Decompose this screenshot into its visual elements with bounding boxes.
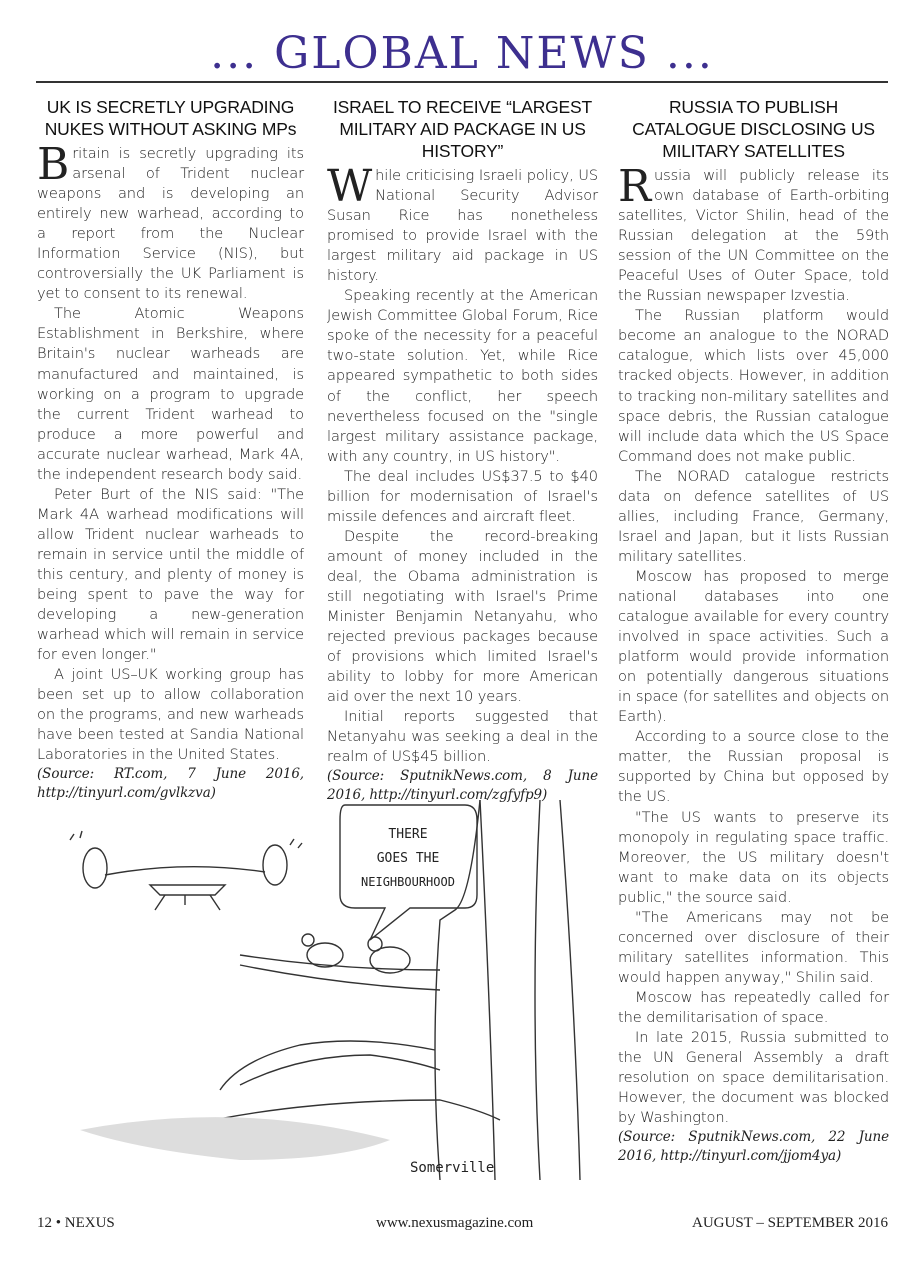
article-paragraph: While criticising Israeli policy, US National Security Advisor Susan Rice has nonetheless promised to provide Israel with the largest military aid package in US history. [327, 161, 598, 285]
speech-bubble-line: NEIGHBOURHOOD [361, 875, 455, 889]
article-paragraph: The NORAD catalogue restricts data on defence satellites of US allies, including France, Germany, Israel and Japan, but it lists Russian military satellites. [618, 467, 889, 565]
masthead-rule [36, 81, 888, 83]
article-russia-satellites [618, 96, 889, 1166]
article-source: (Source: RT.com, 7 June 2016, http://tinyurl.com/gvlkzva) [37, 766, 304, 802]
drop-cap: R [618, 161, 652, 212]
article-paragraph: In late 2015, Russia submitted to the UN General Assembly a draft resolution on space demilitarisation. However, the document was blocked by Washington. [618, 1029, 889, 1127]
drone-rotor-icon [263, 845, 287, 885]
article-title: UK IS SECRETLY UPGRADING NUKES WITHOUT ASKING MPs [44, 97, 297, 139]
article-paragraph: Moscow has repeatedly called for the demilitarisation of space. [618, 988, 889, 1026]
article-source: (Source: SputnikNews.com, 22 June 2016, http://tinyurl.com/jjom4ya) [618, 1129, 889, 1165]
article-paragraph: Russia will publicly release its own database of Earth-orbiting satellites, Victor Shilin, head of the Russian delegation at the 59th session of the UN Committee on the Peaceful Uses of Outer Space, told the Russian newspaper Izvestia. [618, 161, 889, 305]
drop-cap: B [37, 139, 70, 190]
article-paragraph: According to a source close to the matter, the Russian proposal is supported by China but opposed by the US. [618, 728, 889, 806]
article-paragraph: Peter Burt of the NIS said: "The Mark 4A warhead modifications will allow Trident nuclear warheads to remain in service until the middle of this century, and plenty of money is being spent to pave the way for developing a new-generation warhead which will remain in service for even longer." [37, 485, 304, 664]
article-paragraph: "The US wants to preserve its monopoly in regulating space traffic. Moreover, the US military doesn't want to make data on its objects public," the source said. [618, 808, 889, 906]
article-paragraph: Britain is secretly upgrading its arsenal of Trident nuclear weapons and is developing an entirely new warhead, according to a report from the Nuclear Information Service (NIS), but controversially the UK Parliament is yet to consent to its renewal. [37, 139, 304, 303]
article-paragraph: The deal includes US$37.5 to $40 billion for modernisation of Israel's missile defences and aircraft fleet. [327, 467, 598, 525]
article-paragraph: "The Americans may not be concerned over disclosure of their military satellites information. This would happen anyway," Shilin said. [618, 908, 889, 986]
article-paragraph: The Russian platform would become an analogue to the NORAD catalogue, which lists over 45,000 tracked objects. However, in addition to tracking non-military satellites and space debris, the Russian catalogue will include data which the US Space Command does not make public. [618, 307, 889, 465]
cartoonist-signature: Somerville [410, 1160, 495, 1176]
drone-rotor-icon [83, 848, 107, 888]
article-israel-aid [327, 96, 598, 805]
section-masthead: ... GLOBAL NEWS ... [210, 28, 714, 79]
article-paragraph: Speaking recently at the American Jewish Committee Global Forum, Rice spoke of the necessity for a peaceful two-state solution. Yet, while Rice appeared sympathetic to both sides of the conflict, her speech nevertheless focused on the "single largest military assistance package, with any country, in US history". [327, 287, 598, 465]
drop-cap: W [327, 161, 373, 212]
footer-website-link[interactable]: www.nexusmagazine.com [376, 1215, 534, 1231]
article-paragraph: The Atomic Weapons Establishment in Berkshire, where Britain's nuclear warheads are manufactured and maintained, is working on a program to upgrade the current Trident warhead to produce a more powerful and accurate nuclear warhead, Mark 4A, the independent research body said. [37, 305, 304, 483]
article-paragraph: A joint US–UK working group has been set up to allow collaboration on the programs, and new warheads have been tested at Sandia National Laboratories in the United States. [37, 666, 304, 764]
speech-bubble-line: GOES THE [376, 851, 440, 866]
article-paragraph: Despite the record-breaking amount of money included in the deal, the Obama administration is still negotiating with Israel's Prime Minister Benjamin Netanyahu, who rejected previous packages because of provisions which limited Israel's ability to lobby for more American aid over the next 10 years. [327, 527, 598, 706]
article-paragraph: Initial reports suggested that Netanyahu was seeking a deal in the realm of US$45 billion. [327, 708, 598, 766]
article-paragraph: Moscow has proposed to merge national databases into one catalogue available for every country involved in space activities. Such a platform would provide information on potentially dangerous situations in space (for satellites and objects on Earth). [618, 567, 889, 726]
article-title: ISRAEL TO RECEIVE “LARGEST MILITARY AID PACKAGE IN US HISTORY” [332, 97, 592, 161]
article-source: (Source: SputnikNews.com, 8 June 2016, http://tinyurl.com/zgfyfp9) [327, 768, 598, 804]
speech-bubble-line: THERE [388, 827, 428, 842]
article-title: RUSSIA TO PUBLISH CATALOGUE DISCLOSING US MILITARY SATELLITES [632, 97, 875, 161]
cartoon-drone-birds [40, 800, 600, 1190]
article-uk-nukes [37, 96, 304, 803]
footer-page-number: 12 • NEXUS [37, 1215, 115, 1231]
footer-issue-date: AUGUST – SEPTEMBER 2016 [692, 1215, 888, 1231]
